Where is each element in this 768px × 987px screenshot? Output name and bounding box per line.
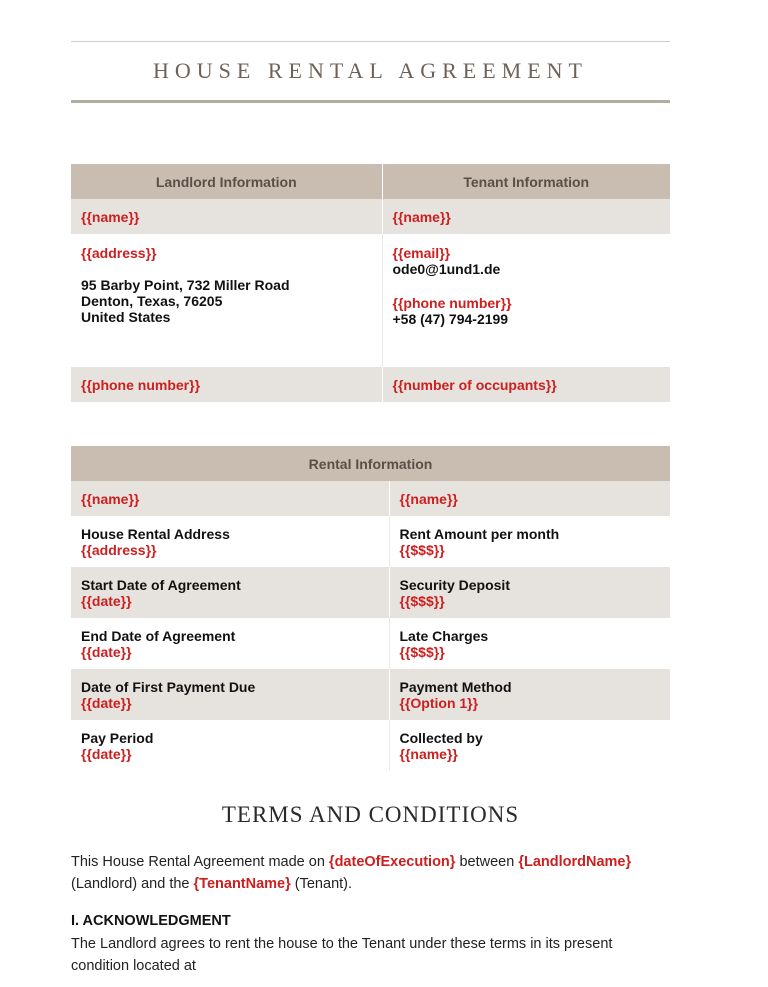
pay-period-value: {{date}} — [81, 745, 132, 762]
landlord-name-placeholder: {{name}} — [81, 208, 140, 225]
landlord-name-inline-placeholder: {LandlordName} — [518, 854, 632, 870]
terms-title: TERMS AND CONDITIONS — [221, 802, 520, 827]
top-rule — [71, 41, 670, 42]
table-row — [71, 618, 670, 669]
terms-intro-paragraph — [71, 851, 671, 895]
landlord-address-placeholder: {{address}} — [81, 245, 157, 261]
landlord-address-line-2: Denton, Texas, 76205 — [81, 293, 223, 309]
tenant-email-placeholder: {{email}} — [392, 245, 451, 261]
acknowledgment-text: The Landlord agrees to rent the house to the Tenant under these terms in its present condition located at — [71, 936, 613, 974]
acknowledgment-heading: I. ACKNOWLEDGMENT — [71, 913, 231, 929]
late-charges-value: {{$$$}} — [399, 643, 445, 660]
tenant-email: ode0@1und1.de — [392, 261, 501, 277]
rental-address-value: {{address}} — [81, 541, 157, 558]
intro-text: (Landlord) and the — [71, 876, 194, 892]
landlord-address-line-3: United States — [81, 309, 171, 325]
tenant-phone: +58 (47) 794-2199 — [392, 311, 509, 327]
end-date-value: {{date}} — [81, 643, 132, 660]
document-title: HOUSE RENTAL AGREEMENT — [153, 58, 588, 83]
rental-name-left: {{name}} — [81, 490, 140, 507]
intro-text: (Tenant). — [290, 876, 353, 892]
date-of-execution-placeholder: {dateOfExecution} — [328, 854, 456, 870]
landlord-info-header: Landlord Information — [71, 164, 382, 199]
collected-by-label: Collected by — [399, 729, 483, 746]
party-info-table — [71, 164, 670, 402]
tenant-name-inline-placeholder: {TenantName} — [193, 876, 291, 892]
table-row — [71, 669, 670, 720]
start-date-value: {{date}} — [81, 592, 132, 609]
collected-by-value: {{name}} — [399, 745, 458, 762]
security-deposit-value: {{$$$}} — [399, 592, 445, 609]
rent-amount-value: {{$$$}} — [399, 541, 445, 558]
end-date-label: End Date of Agreement — [81, 627, 236, 644]
table-row — [71, 567, 670, 618]
table-row — [71, 720, 670, 771]
occupants-placeholder: {{number of occupants}} — [392, 376, 557, 393]
first-payment-value: {{date}} — [81, 694, 132, 711]
intro-text: between — [455, 854, 519, 870]
landlord-phone-placeholder: {{phone number}} — [81, 376, 201, 393]
rental-info-header: Rental Information — [71, 446, 670, 481]
rental-address-label: House Rental Address — [81, 525, 230, 542]
late-charges-label: Late Charges — [399, 627, 489, 644]
pay-period-label: Pay Period — [81, 729, 154, 746]
rental-name-right: {{name}} — [399, 490, 458, 507]
tenant-phone-placeholder: {{phone number}} — [392, 295, 512, 311]
title-underline — [71, 100, 670, 103]
landlord-address-line-1: 95 Barby Point, 732 Miller Road — [81, 277, 290, 293]
tenant-name-placeholder: {{name}} — [392, 208, 451, 225]
intro-text: This House Rental Agreement made on — [71, 854, 329, 870]
first-payment-label: Date of First Payment Due — [81, 678, 256, 695]
tenant-info-header: Tenant Information — [382, 164, 670, 199]
security-deposit-label: Security Deposit — [399, 576, 510, 593]
payment-method-label: Payment Method — [399, 678, 512, 695]
table-row — [71, 516, 670, 567]
rental-info-table — [71, 446, 670, 771]
payment-method-value: {{Option 1}} — [399, 694, 479, 711]
rent-amount-label: Rent Amount per month — [399, 525, 560, 542]
start-date-label: Start Date of Agreement — [81, 576, 241, 593]
